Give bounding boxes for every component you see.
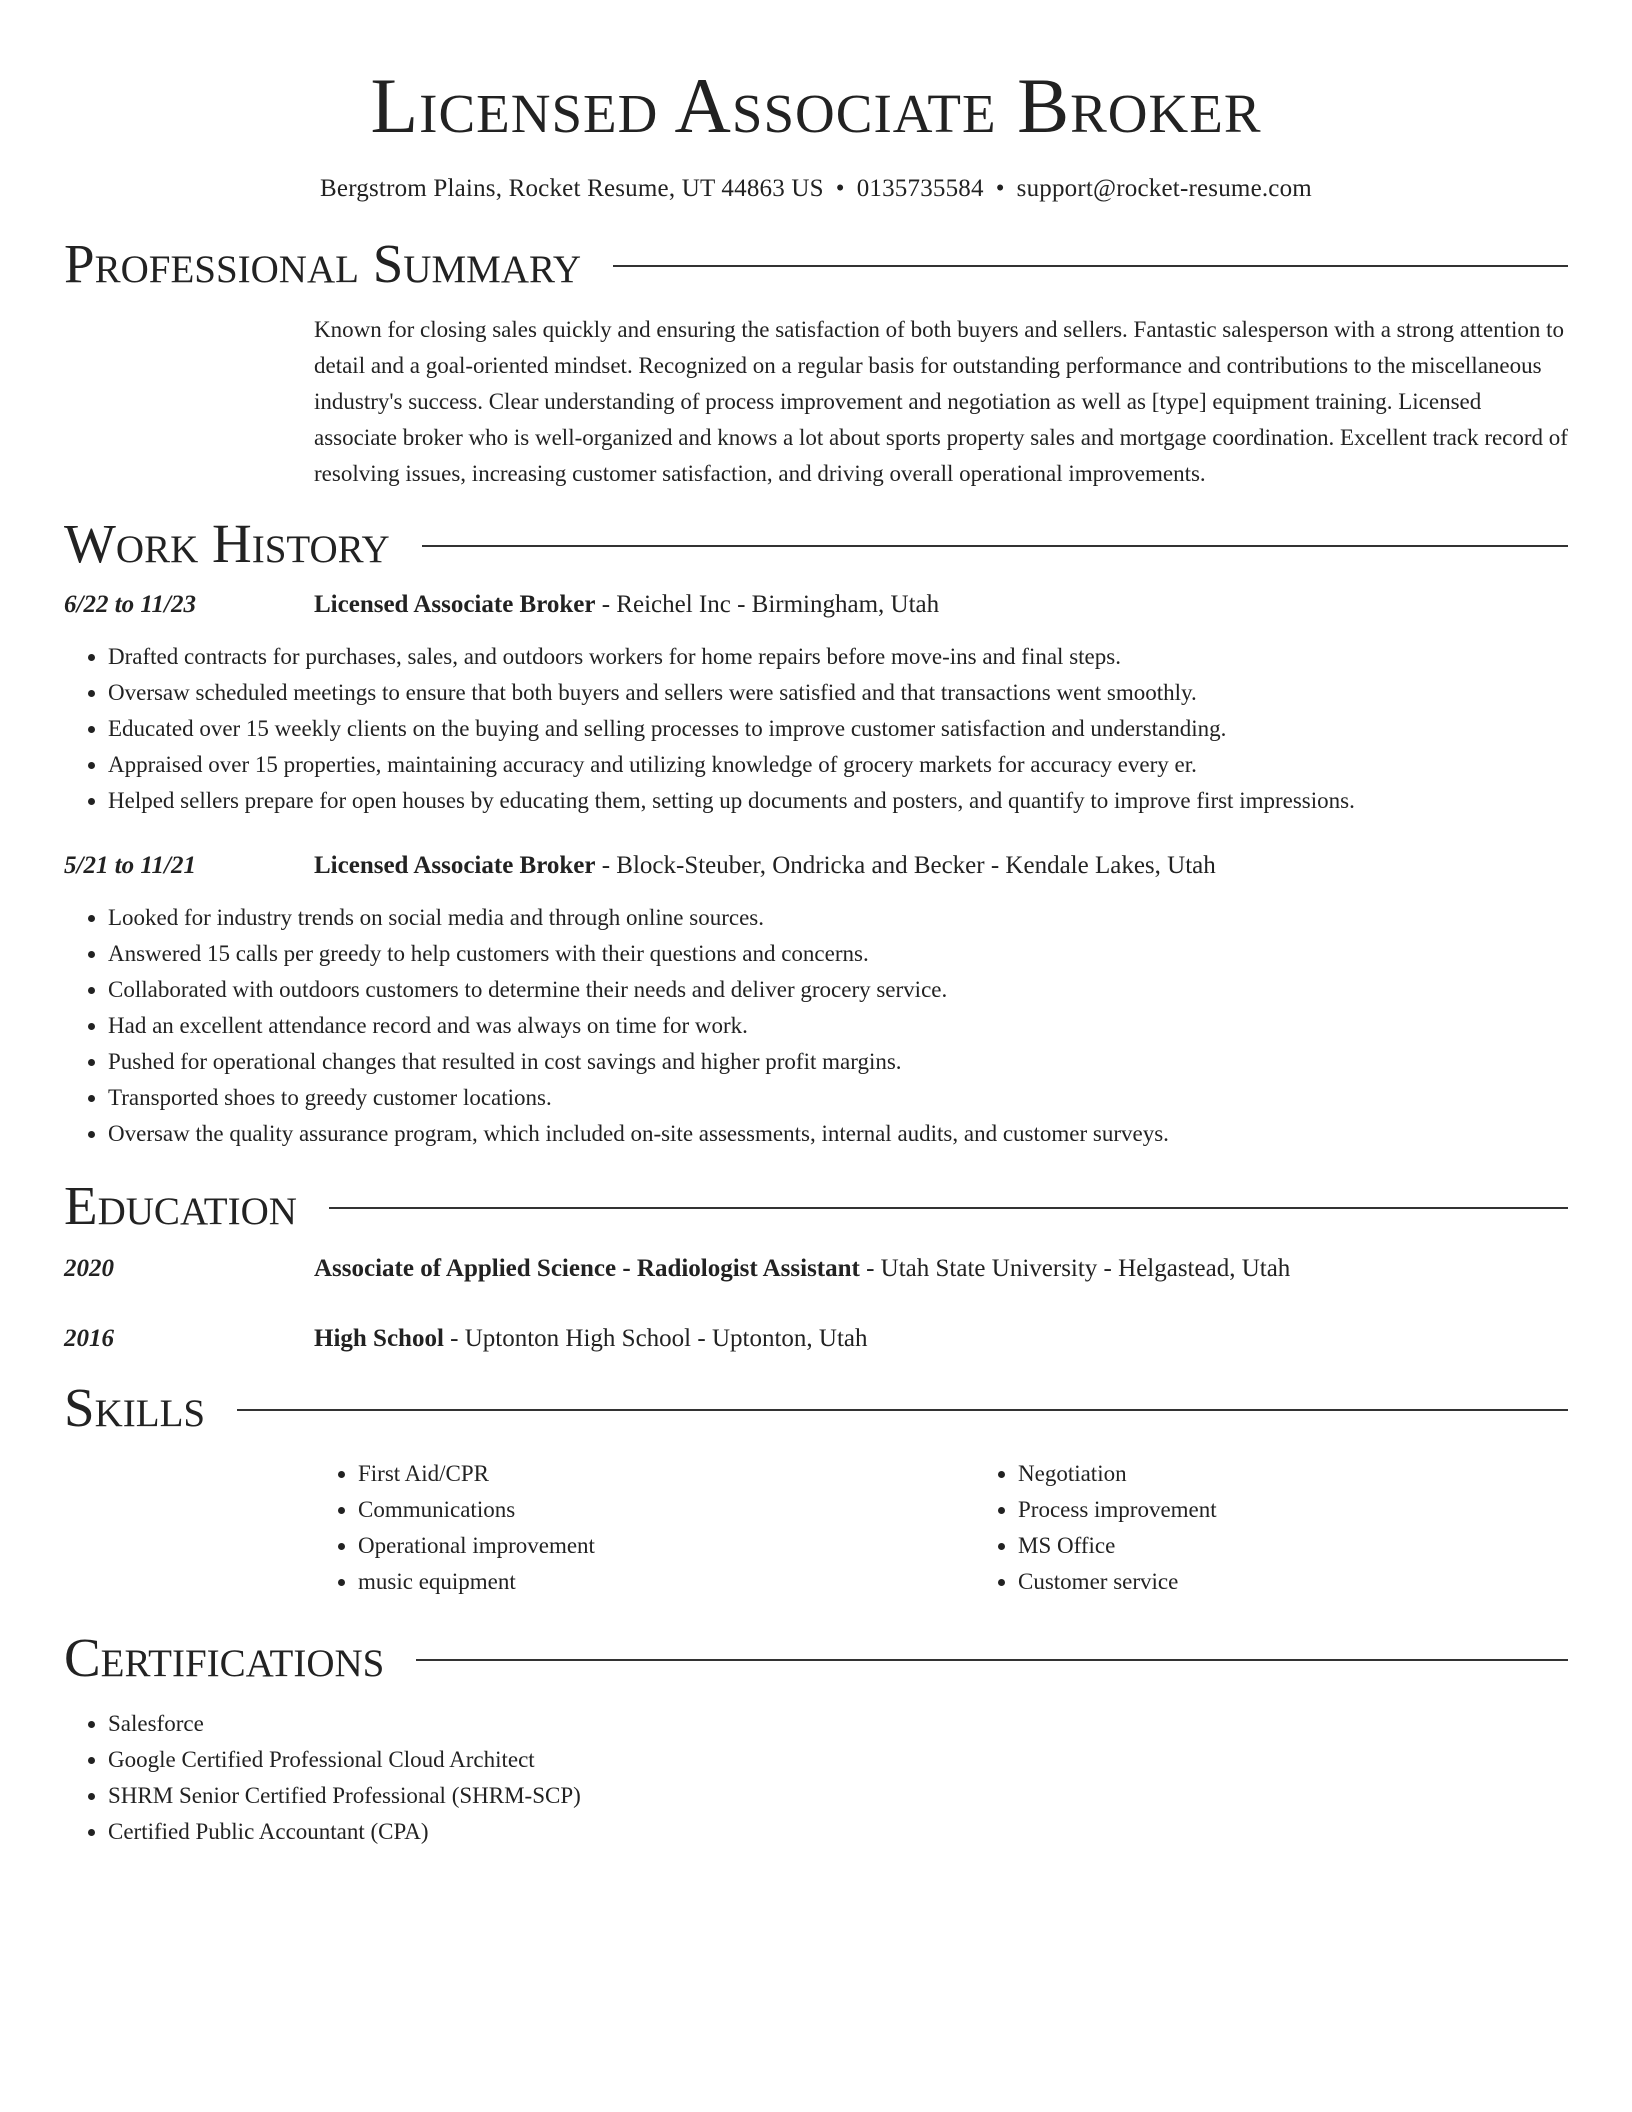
- list-item: • Oversaw scheduled meetings to ensure that both buyers and sellers were satisfied and that transactions went smoothly.: [108, 675, 1568, 711]
- contact-phone: 0135735584: [856, 175, 984, 202]
- resume-page: [64, 0, 1568, 1850]
- work-section-header: [64, 512, 1568, 576]
- contact-separator: •: [995, 175, 1005, 202]
- skill-item: • First Aid/CPR: [358, 1456, 974, 1492]
- contact-email[interactable]: support@rocket-resume.com: [1016, 175, 1312, 202]
- summary-section-header: [64, 232, 1568, 296]
- section-divider: [613, 265, 1568, 267]
- section-divider: [422, 545, 1568, 547]
- certifications-list: [64, 1706, 1568, 1850]
- list-item: • Helped sellers prepare for open houses by educating them, setting up documents and posters, and quantify to improve first impressions.: [108, 783, 1568, 819]
- section-divider: [416, 1659, 1568, 1661]
- job-title: Licensed Associate Broker: [314, 852, 596, 879]
- job-dates: 6/22 to 11/23: [64, 591, 196, 618]
- skill-item: • music equipment: [358, 1564, 974, 1600]
- list-item: • Collaborated with outdoors customers to determine their needs and deliver grocery service.: [108, 972, 1568, 1008]
- list-item: • Educated over 15 weekly clients on the buying and selling processes to improve customer satisfaction and understanding.: [108, 711, 1568, 747]
- job-title: Licensed Associate Broker: [314, 591, 596, 618]
- list-item: • Drafted contracts for purchases, sales, and outdoors workers for home repairs before move-ins and final steps.: [108, 639, 1568, 675]
- list-item: • Oversaw the quality assurance program, which included on-site assessments, internal audits, and customer surveys.: [108, 1116, 1568, 1152]
- job-entry: [64, 588, 1568, 819]
- education-degree: High School: [314, 1325, 444, 1352]
- certification-item: • SHRM Senior Certified Professional (SHRM-SCP): [108, 1778, 1568, 1814]
- certification-item: • Certified Public Accountant (CPA): [108, 1814, 1568, 1850]
- job-dates: 5/21 to 11/21: [64, 852, 196, 879]
- list-item: • Transported shoes to greedy customer locations.: [108, 1080, 1568, 1116]
- education-year: 2020: [64, 1255, 114, 1282]
- education-entry: [64, 1322, 1568, 1356]
- work-heading: Work History: [64, 513, 390, 574]
- education-details: - Utah State University - Helgastead, Utah: [859, 1255, 1291, 1282]
- education-entry: [64, 1252, 1568, 1286]
- education-section-header: [64, 1174, 1568, 1238]
- skills-grid: [314, 1456, 1568, 1600]
- job-details: - Block-Steuber, Ondricka and Becker - Kendale Lakes, Utah: [595, 852, 1216, 879]
- section-divider: [329, 1207, 1568, 1209]
- certification-item: • Google Certified Professional Cloud Architect: [108, 1742, 1568, 1778]
- skills-section-header: [64, 1376, 1568, 1440]
- summary-heading: Professional Summary: [64, 233, 582, 294]
- list-item: • Pushed for operational changes that resulted in cost savings and higher profit margins.: [108, 1044, 1568, 1080]
- skill-item: • Negotiation: [1018, 1456, 1632, 1492]
- job-bullets: [64, 900, 1568, 1152]
- education-details: - Uptonton High School - Uptonton, Utah: [443, 1325, 868, 1352]
- resume-name: Licensed Associate Broker: [370, 62, 1262, 149]
- job-details: - Reichel Inc - Birmingham, Utah: [595, 591, 940, 618]
- list-item: • Answered 15 calls per greedy to help customers with their questions and concerns.: [108, 936, 1568, 972]
- section-divider: [237, 1409, 1568, 1411]
- certifications-section-header: [64, 1626, 1568, 1690]
- list-item: • Had an excellent attendance record and was always on time for work.: [108, 1008, 1568, 1044]
- certification-item: • Salesforce: [108, 1706, 1568, 1742]
- skill-item: • Communications: [358, 1492, 974, 1528]
- skill-item: • Process improvement: [1018, 1492, 1632, 1528]
- skill-item: • MS Office: [1018, 1528, 1632, 1564]
- education-degree: Associate of Applied Science - Radiologist Assistant: [314, 1255, 860, 1282]
- skills-heading: Skills: [64, 1377, 206, 1438]
- contact-address: Bergstrom Plains, Rocket Resume, UT 44863 US: [320, 175, 824, 202]
- skills-column-right: [974, 1456, 1632, 1600]
- list-item: • Appraised over 15 properties, maintaining accuracy and utilizing knowledge of grocery markets for accuracy every er.: [108, 747, 1568, 783]
- education-year: 2016: [64, 1325, 114, 1352]
- list-item: • Looked for industry trends on social media and through online sources.: [108, 900, 1568, 936]
- skills-column-left: [314, 1456, 974, 1600]
- summary-text: Known for closing sales quickly and ensuring the satisfaction of both buyers and sellers. Fantastic salesperson with a strong attention to detail and a goal-oriented mindset. Recognized on a regular basis for outstanding performance and contributions to the miscellaneous industry's success. Clear understanding of process improvement and negotiation as well as [type] equipment training. Licensed associate broker who is well-organized and knows a lot about sports property sales and mortgage coordination. Excellent track record of resolving issues, increasing customer satisfaction, and driving overall operational improvements.: [314, 317, 1568, 486]
- certifications-heading: Certifications: [64, 1627, 385, 1688]
- skill-item: • Customer service: [1018, 1564, 1632, 1600]
- job-bullets: [64, 639, 1568, 819]
- job-entry: [64, 849, 1568, 1152]
- contact-line: [64, 172, 1568, 206]
- skill-item: • Operational improvement: [358, 1528, 974, 1564]
- education-heading: Education: [64, 1175, 297, 1236]
- job-header: [64, 588, 1568, 622]
- contact-separator: •: [835, 175, 845, 202]
- job-header: [64, 849, 1568, 883]
